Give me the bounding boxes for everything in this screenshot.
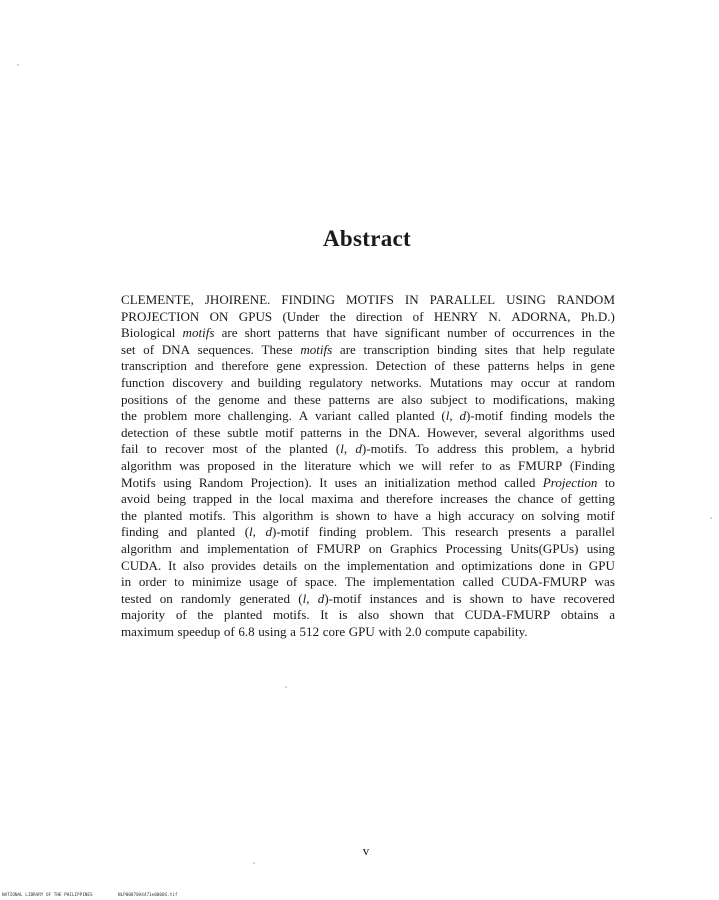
abstract-line: set of DNA sequences. These motifs are transcription binding sites that help regulate: [121, 341, 615, 357]
abstract-line: finding and planted (l, d)-motif finding problem. This research presents a parallel: [121, 524, 615, 540]
scan-speck: [17, 64, 19, 66]
abstract-line: in order to minimize usage of space. The implementation called CUDA-FMURP was: [121, 574, 615, 590]
abstract-title: Abstract: [323, 226, 411, 251]
abstract-line: algorithm and implementation of FMURP on Graphics Processing Units(GPUs) using: [121, 540, 615, 556]
abstract-line: majority of the planted motifs. It is also shown that CUDA-FMURP obtains a: [121, 607, 615, 623]
abstract-line: transcription and therefore gene expression. Detection of these patterns helps in gene: [121, 358, 615, 374]
abstract-line: algorithm was proposed in the literature which we will refer to as FMURP (Finding: [121, 457, 615, 473]
abstract-line: PROJECTION ON GPUS (Under the direction of HENRY N. ADORNA, Ph.D.): [121, 308, 615, 324]
abstract-line: fail to recover most of the planted (l, d)-motifs. To address this problem, a hybrid: [121, 441, 615, 457]
page-number: v: [362, 843, 370, 858]
abstract-line: maximum speedup of 6.8 using a 512 core GPU with 2.0 compute capability.: [121, 623, 528, 639]
abstract-body: [121, 292, 615, 640]
abstract-line: positions of the genome and these patterns are also subject to modifications, making: [121, 391, 615, 407]
abstract-line: tested on randomly generated (l, d)-motif instances and is shown to have recovered: [121, 590, 615, 606]
scan-footer-filename: NLP00870A4471e0000S.tif: [118, 893, 178, 898]
abstract-line: detection of these subtle motif patterns in the DNA. However, several algorithms used: [121, 424, 615, 440]
abstract-line: Motifs using Random Projection). It uses an initialization method called Projection to: [121, 474, 615, 490]
abstract-line: the planted motifs. This algorithm is shown to have a high accuracy on solving motif: [121, 507, 615, 523]
abstract-line: avoid being trapped in the local maxima and therefore increases the chance of getting: [121, 491, 615, 507]
abstract-line: CUDA. It also provides details on the implementation and optimizations done in GPU: [121, 557, 615, 573]
abstract-line: function discovery and building regulatory networks. Mutations may occur at random: [121, 374, 615, 390]
scan-speck: [710, 517, 712, 519]
scan-footer-library: NATIONAL LIBRARY OF THE PHILIPPINES: [2, 893, 93, 898]
abstract-line: the problem more challenging. A variant called planted (l, d)-motif finding models the: [121, 408, 615, 424]
abstract-line: CLEMENTE, JHOIRENE. FINDING MOTIFS IN PARALLEL USING RANDOM: [121, 292, 615, 307]
abstract-line: Biological motifs are short patterns that have significant number of occurrences in the: [121, 325, 615, 341]
scan-speck: [285, 686, 287, 688]
scan-speck: [253, 862, 255, 864]
